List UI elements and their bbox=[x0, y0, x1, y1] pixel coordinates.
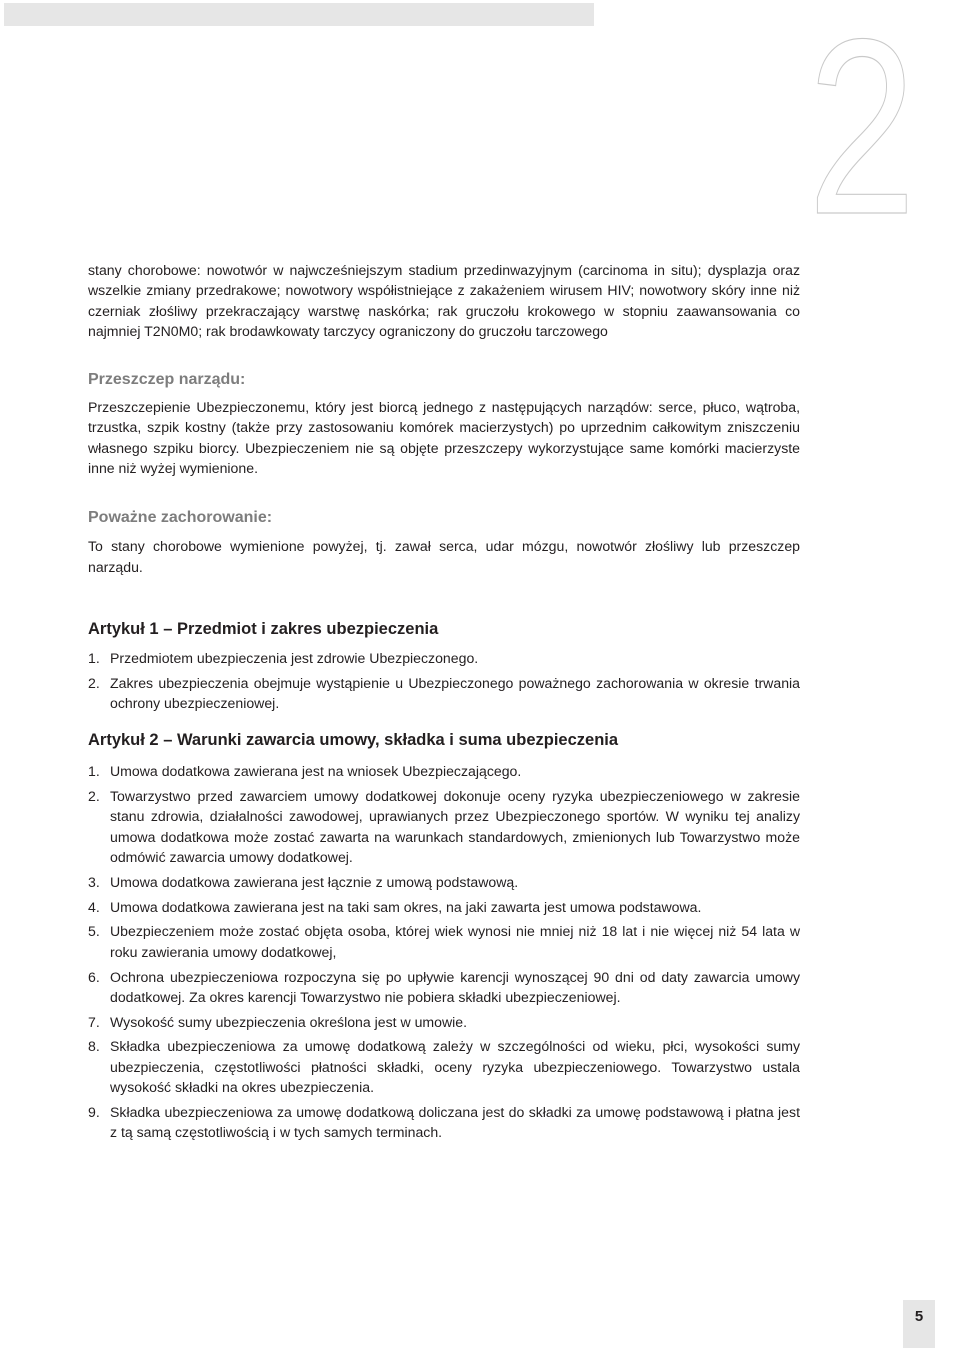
list-item bbox=[88, 761, 800, 781]
list-item bbox=[88, 1102, 800, 1143]
item-number: 2. bbox=[88, 674, 100, 691]
item-number: 5. bbox=[88, 923, 100, 940]
item-number: 8. bbox=[88, 1038, 100, 1055]
item-number: 1. bbox=[88, 649, 100, 666]
section-heading: Przeszczep narządu: bbox=[88, 371, 246, 389]
item-text: Przedmiotem ubezpieczenia jest zdrowie Ubezpieczonego. bbox=[110, 649, 479, 666]
item-number: 7. bbox=[88, 1013, 100, 1030]
item-number: 2. bbox=[88, 788, 100, 805]
article-2 bbox=[88, 731, 800, 1142]
section-organ-transplant bbox=[88, 371, 800, 478]
item-text: Umowa dodatkowa zawierana jest łącznie z umową podstawową. bbox=[110, 873, 519, 890]
list-item bbox=[88, 897, 800, 917]
item-number: 6. bbox=[88, 968, 100, 985]
list-item bbox=[88, 648, 800, 668]
item-number: 4. bbox=[88, 898, 100, 915]
chapter-number: 2 bbox=[807, 0, 916, 266]
item-text: Umowa dodatkowa zawierana jest na taki sam okres, na jaki zawarta jest umowa podstawowa. bbox=[110, 898, 702, 915]
top-decorative-bar bbox=[4, 3, 594, 26]
article-heading: Artykuł 1 – Przedmiot i zakres ubezpieczenia bbox=[88, 619, 439, 638]
list-item bbox=[88, 872, 800, 892]
list-item bbox=[88, 1012, 800, 1032]
section-text: Przeszczepienie Ubezpieczonemu, który jest biorcą jednego z następujących narządów: serce, płuco, wątroba, trzustka, szpik kostny (także przy zastosowaniu komórek macierzystych) po uprzednim całkowitym zniszczeniu własnego szpiku biorcy. Ubezpieczeniem nie są objęte przeszczepy wykorzystujące same komórki macierzyste inne niż wyżej wymienione. bbox=[88, 399, 800, 477]
article-1-list bbox=[88, 648, 800, 713]
list-item bbox=[88, 786, 800, 867]
item-number: 3. bbox=[88, 873, 100, 890]
document-body bbox=[88, 260, 800, 1147]
section-text: To stany chorobowe wymienione powyżej, tj. zawał serca, udar mózgu, nowotwór złośliwy lub przeszczep narządu. bbox=[88, 538, 800, 575]
page-number: 5 bbox=[914, 1308, 924, 1325]
article-2-list bbox=[88, 761, 800, 1142]
item-text: Ochrona ubezpieczeniowa rozpoczyna się po upływie karencji wynoszącej 90 dni od daty zawarcia umowy dodatkowej. Za okres karencji Towarzystwo nie pobiera składki ubezpieczeniowej. bbox=[110, 968, 800, 1005]
item-text: Ubezpieczeniem może zostać objęta osoba, której wiek wynosi nie mniej niż 18 lat i nie więcej niż 54 lata w roku zawierania umowy dodatkowej, bbox=[110, 923, 800, 960]
article-heading: Artykuł 2 – Warunki zawarcia umowy, składka i suma ubezpieczenia bbox=[88, 731, 619, 750]
item-text: Zakres ubezpieczenia obejmuje wystąpienie u Ubezpieczonego poważnego zachorowania w okresie trwania ochrony ubezpieczeniowej. bbox=[110, 674, 800, 712]
article-1 bbox=[88, 620, 800, 713]
list-item bbox=[88, 967, 800, 1008]
item-number: 1. bbox=[88, 763, 100, 780]
section-serious-illness bbox=[88, 509, 800, 577]
item-text: Składka ubezpieczeniowa za umowę dodatkową zależy w szczególności od wieku, płci, wysokości sumy ubezpieczenia, częstotliwości płatności składki, oceny ryzyka ubezpieczeniowego. Towarzystwo ustala wysokość składki na okres ubezpieczenia. bbox=[110, 1038, 800, 1096]
item-text: Umowa dodatkowa zawierana jest na wniosek Ubezpieczającego. bbox=[110, 763, 522, 780]
intro-paragraph: stany chorobowe: nowotwór w najwcześniejszym stadium przedinwazyjnym (carcinoma in situ); dysplazja oraz wszelkie zmiany przedrakowe; nowotwory współistniejące z zakażeniem wirusem HIV; nowotwory skóry inne niż czerniak złośliwy przekraczający warstwę naskórka; rak gruczołu krokowego w stopniu zaawansowania co najmniej T2N0M0; rak brodawkowaty tarczycy ograniczony do gruczołu tarczowego bbox=[88, 262, 800, 339]
list-item bbox=[88, 1036, 800, 1097]
list-item bbox=[88, 921, 800, 962]
item-text: Wysokość sumy ubezpieczenia określona jest w umowie. bbox=[110, 1013, 468, 1030]
item-text: Składka ubezpieczeniowa za umowę dodatkową doliczana jest do składki za umowę podstawową i płatna jest z tą samą częstotliwością i w tych samych terminach. bbox=[110, 1103, 800, 1141]
item-text: Towarzystwo przed zawarciem umowy dodatkowej dokonuje oceny ryzyka ubezpieczeniowego w zakresie stanu zdrowia, działalności zawodowej, uprawianych przez Ubezpieczonego sportów. W wyniku tej analizy umowa dodatkowa może zostać zawarta na warunkach standardowych, zmienionych lub Towarzystwo może odmówić zawarcia umowy dodatkowej. bbox=[110, 788, 800, 866]
section-heading: Poważne zachorowanie: bbox=[88, 509, 273, 527]
list-item bbox=[88, 673, 800, 714]
item-number: 9. bbox=[88, 1103, 100, 1120]
